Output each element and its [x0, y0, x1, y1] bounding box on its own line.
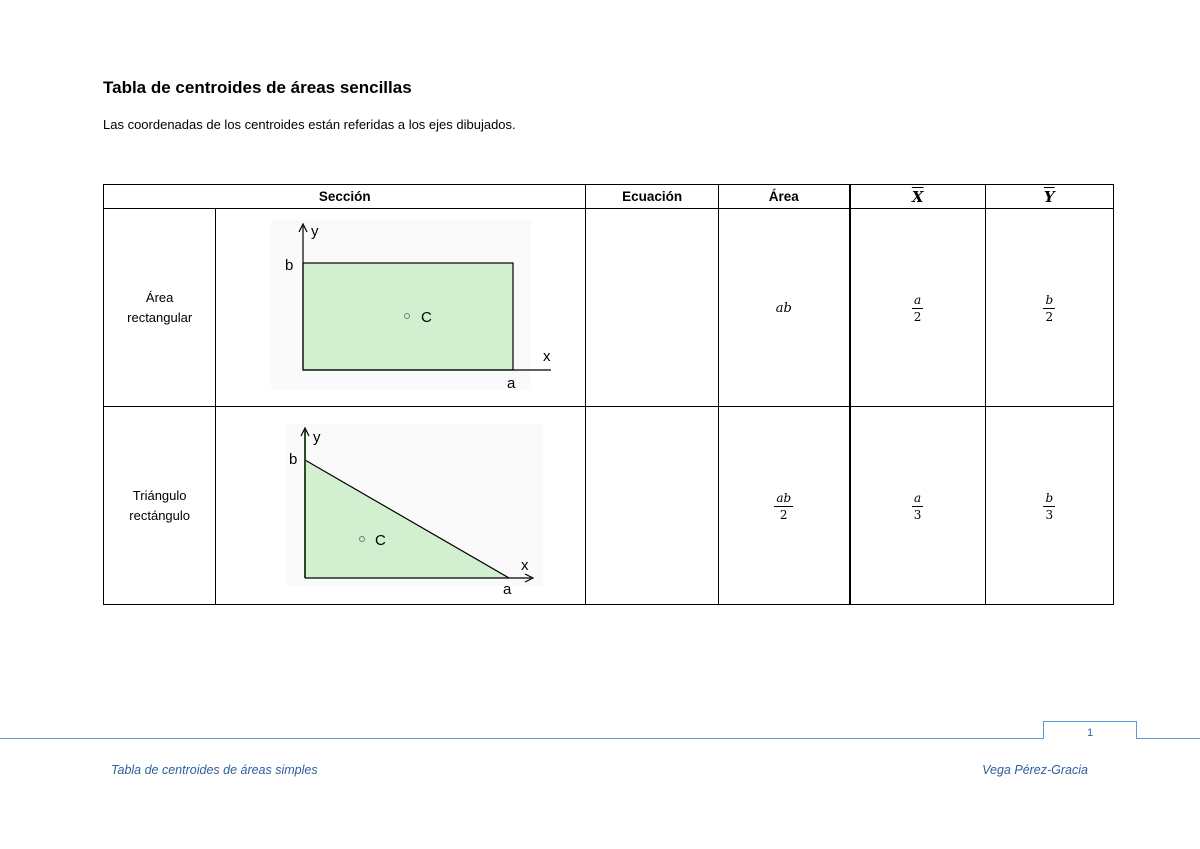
y-bar-cell	[985, 209, 1113, 407]
fraction-numerator: a	[914, 292, 922, 307]
axis-x-label: x	[542, 348, 551, 365]
x-bar-fraction	[912, 293, 923, 324]
fraction-numerator: ab	[776, 490, 792, 505]
footer-divider	[0, 738, 1043, 739]
figure-cell	[216, 209, 586, 407]
fraction-denominator: 3	[913, 507, 922, 522]
fraction-numerator: b	[1045, 490, 1054, 505]
document-subtitle: Las coordenadas de los centroides están referidas a los ejes dibujados.	[103, 117, 516, 132]
table-row	[104, 407, 1114, 605]
label-b: b	[288, 451, 298, 468]
header-x-bar	[850, 185, 985, 209]
figure-cell	[216, 407, 586, 605]
y-bar-fraction	[1043, 491, 1055, 522]
label-a: a	[502, 581, 512, 594]
footer-divider-right	[1137, 738, 1200, 739]
area-cell	[718, 209, 849, 407]
triangle-figure	[251, 414, 551, 594]
y-bar-symbol: $\overline{Y}$	[1043, 187, 1055, 206]
rectangle-shape	[303, 263, 513, 370]
fraction-numerator: a	[914, 490, 922, 505]
section-name-cell	[104, 407, 216, 605]
axis-y-label: y	[310, 223, 319, 240]
label-a: a	[506, 375, 516, 392]
document-title: Tabla de centroides de áreas sencillas	[103, 78, 412, 97]
equation-cell	[586, 209, 718, 407]
y-bar-cell	[985, 407, 1113, 605]
area-value: ab	[775, 300, 792, 316]
axis-y-label: y	[312, 429, 321, 446]
x-bar-symbol: $\overline{X}$	[911, 187, 924, 206]
header-equation: Ecuación	[586, 185, 718, 209]
equation-cell	[586, 407, 718, 605]
x-bar-fraction	[912, 491, 923, 522]
centroid-label: C	[420, 309, 432, 326]
header-area: Área	[718, 185, 849, 209]
fraction-numerator: b	[1045, 292, 1054, 307]
section-name-line2: rectángulo	[129, 507, 191, 523]
rectangle-figure	[251, 216, 551, 396]
x-bar-cell	[850, 209, 985, 407]
fraction-denominator: 2	[913, 309, 922, 324]
area-fraction	[774, 491, 793, 522]
centroid-label: C	[374, 532, 386, 549]
centroids-table	[103, 184, 1114, 605]
fraction-denominator: 3	[1045, 507, 1054, 522]
y-bar-fraction	[1043, 293, 1055, 324]
footer-document-title: Tabla de centroides de áreas simples	[111, 763, 318, 777]
section-name-line1: Triángulo	[132, 487, 187, 503]
header-y-bar	[985, 185, 1113, 209]
area-cell	[718, 407, 849, 605]
fraction-denominator: 2	[1045, 309, 1054, 324]
fraction-denominator: 2	[779, 507, 788, 522]
x-bar-cell	[850, 407, 985, 605]
footer-author: Vega Pérez-Gracia	[982, 763, 1088, 777]
table-row	[104, 209, 1114, 407]
section-name-cell	[104, 209, 216, 407]
page-number: 1	[1086, 727, 1094, 739]
axis-x-label: x	[520, 557, 529, 574]
label-b: b	[284, 257, 294, 274]
header-section: Sección	[104, 185, 586, 209]
section-name-line1: Área	[145, 289, 174, 305]
section-name-line2: rectangular	[127, 309, 193, 325]
table-header-row	[104, 185, 1114, 209]
